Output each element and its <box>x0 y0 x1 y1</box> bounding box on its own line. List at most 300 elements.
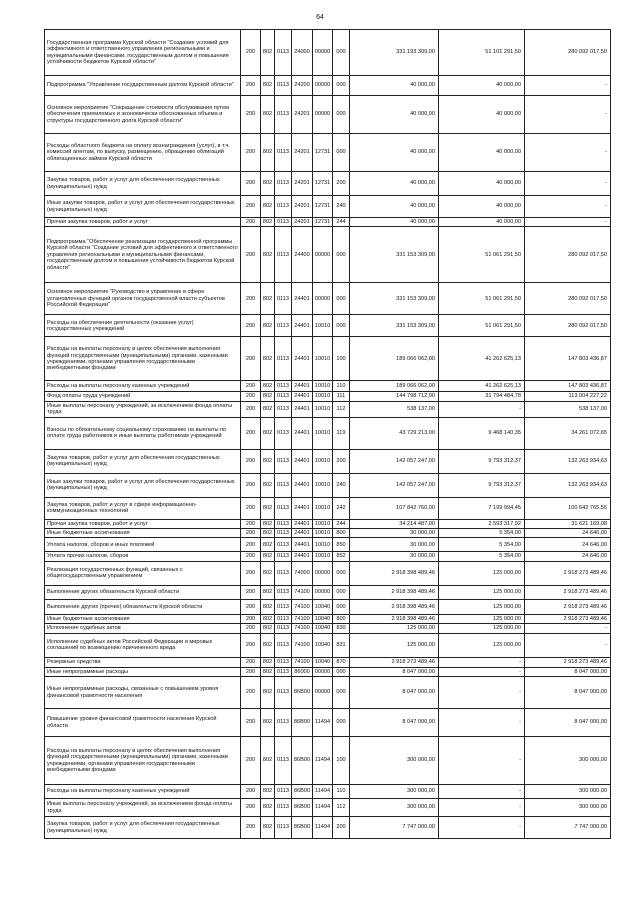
row-grbs-code: 200 <box>241 497 261 519</box>
row-unexecuted-amount: 24 646,00 <box>525 538 611 552</box>
row-expense-type-code: 000 <box>333 134 350 172</box>
row-target-code-part1: 24401 <box>292 519 313 528</box>
row-target-code-part2: 10010 <box>313 315 333 337</box>
row-target-code-part2: 10010 <box>313 449 333 473</box>
table-row <box>45 449 611 473</box>
row-subsection-code: 0113 <box>275 614 292 623</box>
row-executed-amount: 5 354,00 <box>439 552 525 561</box>
row-grbs-code: 200 <box>241 315 261 337</box>
row-approved-amount: 300 000,00 <box>350 737 439 785</box>
row-executed-amount: - <box>439 677 525 709</box>
table-row <box>45 709 611 737</box>
row-unexecuted-amount: - <box>525 196 611 218</box>
row-section-code: 802 <box>261 381 275 392</box>
row-subsection-code: 0113 <box>275 529 292 538</box>
row-subsection-code: 0113 <box>275 519 292 528</box>
row-executed-amount: - <box>439 401 525 417</box>
row-grbs-code: 200 <box>241 30 261 76</box>
row-executed-amount: 40 000,00 <box>439 96 525 134</box>
row-executed-amount: 2 593 317,92 <box>439 519 525 528</box>
row-name-cell: Расходы областного бюджета на оплату вознаграждения (услуг), в т.ч. комиссий агентам, по выпуску, размещению, обращению облигаций облигационных займов Курской области <box>45 134 241 172</box>
row-grbs-code: 200 <box>241 529 261 538</box>
row-approved-amount: 189 066 062,00 <box>350 337 439 381</box>
row-grbs-code: 200 <box>241 196 261 218</box>
row-target-code-part1: 24401 <box>292 449 313 473</box>
row-approved-amount: 2 918 398 489,46 <box>350 599 439 614</box>
row-subsection-code: 0113 <box>275 449 292 473</box>
table-row <box>45 585 611 599</box>
row-executed-amount: 125 000,00 <box>439 561 525 585</box>
table-row <box>45 552 611 561</box>
row-unexecuted-amount: 2 918 273 489,46 <box>525 561 611 585</box>
row-unexecuted-amount: 31 621 169,08 <box>525 519 611 528</box>
row-target-code-part2: 10010 <box>313 401 333 417</box>
row-target-code-part1: 24401 <box>292 381 313 392</box>
row-name-cell: Выполнение других (прочих) обязательств Курской области <box>45 599 241 614</box>
row-target-code-part2: 12731 <box>313 134 333 172</box>
table-row <box>45 817 611 839</box>
row-approved-amount: 331 193 309,00 <box>350 30 439 76</box>
row-target-code-part1: 74100 <box>292 633 313 657</box>
row-expense-type-code: 000 <box>333 585 350 599</box>
row-subsection-code: 0113 <box>275 218 292 227</box>
row-approved-amount: 40 000,00 <box>350 76 439 96</box>
row-section-code: 802 <box>261 785 275 799</box>
row-name-cell: Расходы на обеспечение деятельности (оказание услуг) государственных учреждений <box>45 315 241 337</box>
row-grbs-code: 200 <box>241 96 261 134</box>
row-target-code-part1: 24200 <box>292 76 313 96</box>
row-grbs-code: 200 <box>241 392 261 401</box>
row-target-code-part2: 10010 <box>313 337 333 381</box>
row-name-cell: Повышение уровня финансовой грамотности населения Курской области <box>45 709 241 737</box>
row-executed-amount: 125 000,00 <box>439 585 525 599</box>
row-expense-type-code: 000 <box>333 599 350 614</box>
row-expense-type-code: 000 <box>333 667 350 676</box>
row-executed-amount: 51 101 291,50 <box>439 30 525 76</box>
row-executed-amount: 9 468 140,35 <box>439 417 525 449</box>
row-executed-amount: 9 793 312,37 <box>439 473 525 497</box>
row-expense-type-code: 240 <box>333 473 350 497</box>
row-target-code-part1: 24201 <box>292 172 313 196</box>
row-unexecuted-amount: 280 092 017,50 <box>525 283 611 315</box>
row-name-cell: Прочая закупка товаров, работ и услуг <box>45 218 241 227</box>
row-unexecuted-amount: 113 004 227,22 <box>525 392 611 401</box>
row-name-cell: Расходы на выплаты персоналу казенных учреждений <box>45 381 241 392</box>
row-section-code: 802 <box>261 417 275 449</box>
row-subsection-code: 0113 <box>275 134 292 172</box>
row-grbs-code: 200 <box>241 473 261 497</box>
row-subsection-code: 0113 <box>275 561 292 585</box>
row-target-code-part2: 00000 <box>313 283 333 315</box>
row-grbs-code: 200 <box>241 172 261 196</box>
row-expense-type-code: 200 <box>333 449 350 473</box>
row-approved-amount: 40 000,00 <box>350 134 439 172</box>
row-name-cell: Иные выплаты персоналу учреждений, за исключением фонда оплаты труда <box>45 799 241 817</box>
row-grbs-code: 200 <box>241 585 261 599</box>
row-target-code-part2: 00000 <box>313 96 333 134</box>
row-target-code-part1: 74100 <box>292 657 313 667</box>
row-section-code: 802 <box>261 315 275 337</box>
row-executed-amount: 40 000,00 <box>439 196 525 218</box>
row-subsection-code: 0113 <box>275 337 292 381</box>
row-executed-amount: - <box>439 709 525 737</box>
row-expense-type-code: 800 <box>333 529 350 538</box>
row-unexecuted-amount: 8 047 000,00 <box>525 709 611 737</box>
row-approved-amount: 40 000,00 <box>350 96 439 134</box>
row-target-code-part1: 24401 <box>292 473 313 497</box>
table-row <box>45 785 611 799</box>
row-target-code-part2: 00000 <box>313 30 333 76</box>
row-expense-type-code: 800 <box>333 614 350 623</box>
row-approved-amount: 7 747 000,00 <box>350 817 439 839</box>
row-unexecuted-amount: 2 918 273 489,46 <box>525 585 611 599</box>
row-target-code-part1: 74100 <box>292 599 313 614</box>
row-executed-amount: - <box>439 657 525 667</box>
row-approved-amount: 538 137,00 <box>350 401 439 417</box>
row-subsection-code: 0113 <box>275 677 292 709</box>
row-expense-type-code: 242 <box>333 497 350 519</box>
table-row <box>45 497 611 519</box>
row-grbs-code: 200 <box>241 799 261 817</box>
row-section-code: 802 <box>261 497 275 519</box>
row-section-code: 802 <box>261 667 275 676</box>
row-name-cell: Закупка товаров, работ и услуг для обеспечения государственных (муниципальных) нужд <box>45 172 241 196</box>
row-target-code-part2: 00000 <box>313 561 333 585</box>
row-expense-type-code: 000 <box>333 283 350 315</box>
row-section-code: 802 <box>261 218 275 227</box>
row-unexecuted-amount: 2 918 273 489,46 <box>525 614 611 623</box>
table-row <box>45 677 611 709</box>
row-target-code-part2: 12731 <box>313 172 333 196</box>
row-subsection-code: 0113 <box>275 599 292 614</box>
row-section-code: 802 <box>261 227 275 283</box>
row-name-cell: Уплата налогов, сборов и иных платежей <box>45 538 241 552</box>
row-section-code: 802 <box>261 633 275 657</box>
table-row <box>45 737 611 785</box>
row-executed-amount: - <box>439 667 525 676</box>
row-subsection-code: 0113 <box>275 417 292 449</box>
row-grbs-code: 200 <box>241 337 261 381</box>
row-name-cell: Расходы на выплаты персоналу в целях обеспечения выполнения функций государственными (муниципальными) органами, казенными учреждениями, органами управления государственными внебюджетными фондами <box>45 737 241 785</box>
row-name-cell: Иные закупки товаров, работ и услуг для обеспечения государственных (муниципальных) нужд <box>45 196 241 218</box>
row-expense-type-code: 831 <box>333 633 350 657</box>
row-grbs-code: 200 <box>241 552 261 561</box>
row-unexecuted-amount: - <box>525 624 611 633</box>
row-target-code-part2: 11494 <box>313 799 333 817</box>
row-unexecuted-amount: 100 642 765,55 <box>525 497 611 519</box>
table-row <box>45 381 611 392</box>
row-expense-type-code: 850 <box>333 538 350 552</box>
row-subsection-code: 0113 <box>275 624 292 633</box>
row-grbs-code: 200 <box>241 677 261 709</box>
row-expense-type-code: 110 <box>333 381 350 392</box>
row-target-code-part1: 24401 <box>292 401 313 417</box>
row-target-code-part1: 86B00 <box>292 785 313 799</box>
row-approved-amount: 331 153 309,00 <box>350 227 439 283</box>
row-unexecuted-amount: 300 000,00 <box>525 737 611 785</box>
row-section-code: 802 <box>261 561 275 585</box>
row-grbs-code: 200 <box>241 519 261 528</box>
row-approved-amount: 2 918 273 489,46 <box>350 657 439 667</box>
row-approved-amount: 125 000,00 <box>350 633 439 657</box>
row-subsection-code: 0113 <box>275 473 292 497</box>
row-subsection-code: 0113 <box>275 381 292 392</box>
row-name-cell: Государственная программа Курской области "Создание условий для эффективного и ответственного управления региональными и муниципальными финансами, государственным долгом и повышения устойчивости бюджетов Курской области" <box>45 30 241 76</box>
row-target-code-part2: 00000 <box>313 667 333 676</box>
row-grbs-code: 200 <box>241 401 261 417</box>
row-grbs-code: 200 <box>241 76 261 96</box>
row-name-cell: Расходы на выплаты персоналу в целях обеспечения выполнения функций государственными (муниципальными) органами, казенными учреждениями, органами управления государственными внебюджетными фондами <box>45 337 241 381</box>
table-row <box>45 392 611 401</box>
row-target-code-part1: 74100 <box>292 585 313 599</box>
row-approved-amount: 189 066 062,00 <box>350 381 439 392</box>
row-target-code-part1: 24401 <box>292 337 313 381</box>
table-row <box>45 561 611 585</box>
row-target-code-part1: 24401 <box>292 315 313 337</box>
row-unexecuted-amount: 8 047 000,00 <box>525 677 611 709</box>
row-approved-amount: 43 729 213,00 <box>350 417 439 449</box>
row-subsection-code: 0113 <box>275 799 292 817</box>
row-target-code-part1: 86B00 <box>292 677 313 709</box>
row-name-cell: Подпрограмма "Обеспечение реализации государственной программы Курской области "Создание условий для эффективного и ответственного управления региональными и муниципальными финансами, государственным долгом и повышения устойчивости бюджетов Курской области" <box>45 227 241 283</box>
row-name-cell: Фонд оплаты труда учреждений <box>45 392 241 401</box>
row-grbs-code: 200 <box>241 633 261 657</box>
row-executed-amount: 125 000,00 <box>439 614 525 623</box>
row-expense-type-code: 000 <box>333 30 350 76</box>
row-approved-amount: 8 047 000,00 <box>350 667 439 676</box>
row-section-code: 802 <box>261 737 275 785</box>
row-expense-type-code: 112 <box>333 799 350 817</box>
row-name-cell: Прочая закупка товаров, работ и услуг <box>45 519 241 528</box>
table-row <box>45 519 611 528</box>
row-target-code-part2: 00000 <box>313 76 333 96</box>
row-unexecuted-amount: 147 803 436,87 <box>525 337 611 381</box>
row-executed-amount: 40 000,00 <box>439 172 525 196</box>
row-expense-type-code: 000 <box>333 561 350 585</box>
row-target-code-part2: 11494 <box>313 709 333 737</box>
row-section-code: 802 <box>261 599 275 614</box>
budget-table <box>44 29 611 839</box>
row-target-code-part1: 24401 <box>292 392 313 401</box>
row-section-code: 802 <box>261 552 275 561</box>
row-subsection-code: 0113 <box>275 633 292 657</box>
row-grbs-code: 200 <box>241 785 261 799</box>
row-approved-amount: 300 000,00 <box>350 799 439 817</box>
table-row <box>45 538 611 552</box>
row-unexecuted-amount: 2 918 273 489,46 <box>525 599 611 614</box>
row-target-code-part2: 00000 <box>313 227 333 283</box>
row-subsection-code: 0113 <box>275 196 292 218</box>
row-subsection-code: 0113 <box>275 172 292 196</box>
row-grbs-code: 200 <box>241 417 261 449</box>
row-target-code-part2: 10010 <box>313 529 333 538</box>
row-grbs-code: 200 <box>241 218 261 227</box>
row-section-code: 802 <box>261 76 275 96</box>
row-target-code-part1: 24201 <box>292 218 313 227</box>
row-unexecuted-amount: - <box>525 633 611 657</box>
row-executed-amount: 5 354,00 <box>439 538 525 552</box>
row-subsection-code: 0113 <box>275 785 292 799</box>
row-unexecuted-amount: 300 000,00 <box>525 785 611 799</box>
row-approved-amount: 2 918 398 489,46 <box>350 561 439 585</box>
row-section-code: 802 <box>261 134 275 172</box>
row-grbs-code: 200 <box>241 709 261 737</box>
row-name-cell: Исполнение судебных актов <box>45 624 241 633</box>
row-unexecuted-amount: 132 263 934,63 <box>525 473 611 497</box>
row-subsection-code: 0113 <box>275 667 292 676</box>
row-approved-amount: 30 000,00 <box>350 538 439 552</box>
row-target-code-part2: 10010 <box>313 538 333 552</box>
row-approved-amount: 2 918 398 489,46 <box>350 614 439 623</box>
row-subsection-code: 0113 <box>275 76 292 96</box>
row-executed-amount: 9 793 312,37 <box>439 449 525 473</box>
table-row <box>45 473 611 497</box>
table-row <box>45 227 611 283</box>
table-body <box>45 30 611 839</box>
row-subsection-code: 0113 <box>275 657 292 667</box>
row-executed-amount: - <box>439 737 525 785</box>
row-subsection-code: 0113 <box>275 227 292 283</box>
table-row <box>45 337 611 381</box>
row-approved-amount: 8 047 000,00 <box>350 709 439 737</box>
row-executed-amount: 51 061 291,50 <box>439 283 525 315</box>
row-unexecuted-amount: 147 803 436,87 <box>525 381 611 392</box>
row-target-code-part1: 24401 <box>292 417 313 449</box>
row-target-code-part1: 86000 <box>292 667 313 676</box>
row-subsection-code: 0113 <box>275 315 292 337</box>
row-unexecuted-amount: - <box>525 218 611 227</box>
row-unexecuted-amount: 280 092 017,50 <box>525 30 611 76</box>
table-row <box>45 633 611 657</box>
row-expense-type-code: 000 <box>333 709 350 737</box>
row-subsection-code: 0113 <box>275 283 292 315</box>
table-row <box>45 614 611 623</box>
table-row <box>45 401 611 417</box>
row-name-cell: Подпрограмма "Управление государственным долгом Курской области" <box>45 76 241 96</box>
table-row <box>45 218 611 227</box>
row-expense-type-code: 119 <box>333 417 350 449</box>
row-target-code-part1: 24401 <box>292 529 313 538</box>
row-grbs-code: 200 <box>241 381 261 392</box>
row-grbs-code: 200 <box>241 134 261 172</box>
row-executed-amount: - <box>439 817 525 839</box>
row-expense-type-code: 000 <box>333 315 350 337</box>
row-grbs-code: 200 <box>241 538 261 552</box>
row-name-cell: Закупка товаров, работ и услуг в сфере информационно-коммуникационных технологий <box>45 497 241 519</box>
row-name-cell: Уплата прочих налогов, сборов <box>45 552 241 561</box>
table-row <box>45 76 611 96</box>
row-approved-amount: 2 918 398 489,46 <box>350 585 439 599</box>
row-name-cell: Иные бюджетные ассигнования <box>45 614 241 623</box>
row-expense-type-code: 000 <box>333 677 350 709</box>
row-grbs-code: 200 <box>241 614 261 623</box>
row-name-cell: Иные выплаты персоналу учреждений, за исключением фонда оплаты труда <box>45 401 241 417</box>
row-name-cell: Иные непрограммные расходы <box>45 667 241 676</box>
table-row <box>45 134 611 172</box>
row-approved-amount: 8 047 000,00 <box>350 677 439 709</box>
row-target-code-part1: 74100 <box>292 614 313 623</box>
row-approved-amount: 40 000,00 <box>350 196 439 218</box>
row-expense-type-code: 830 <box>333 624 350 633</box>
row-grbs-code: 200 <box>241 817 261 839</box>
row-target-code-part2: 12731 <box>313 218 333 227</box>
table-row <box>45 283 611 315</box>
row-executed-amount: 40 000,00 <box>439 76 525 96</box>
row-expense-type-code: 870 <box>333 657 350 667</box>
row-unexecuted-amount: 24 646,00 <box>525 552 611 561</box>
row-expense-type-code: 112 <box>333 401 350 417</box>
row-approved-amount: 142 057 247,00 <box>350 473 439 497</box>
row-executed-amount: 125 000,00 <box>439 633 525 657</box>
row-section-code: 802 <box>261 337 275 381</box>
row-grbs-code: 200 <box>241 283 261 315</box>
row-unexecuted-amount: 280 092 017,50 <box>525 315 611 337</box>
row-unexecuted-amount: 132 263 934,63 <box>525 449 611 473</box>
row-section-code: 802 <box>261 614 275 623</box>
row-target-code-part2: 11494 <box>313 785 333 799</box>
row-name-cell: Иные бюджетные ассигнования <box>45 529 241 538</box>
row-target-code-part1: 24401 <box>292 497 313 519</box>
row-section-code: 802 <box>261 677 275 709</box>
row-approved-amount: 144 798 712,00 <box>350 392 439 401</box>
row-section-code: 802 <box>261 624 275 633</box>
row-target-code-part2: 10010 <box>313 392 333 401</box>
row-target-code-part1: 86B00 <box>292 709 313 737</box>
row-name-cell: Иные непрограммные расходы, связанные с повышением уровня финансовой грамотности населения <box>45 677 241 709</box>
row-target-code-part2: 10010 <box>313 519 333 528</box>
row-executed-amount: 51 061 291,50 <box>439 227 525 283</box>
row-expense-type-code: 244 <box>333 519 350 528</box>
row-section-code: 802 <box>261 519 275 528</box>
row-section-code: 802 <box>261 529 275 538</box>
row-target-code-part2: 10040 <box>313 599 333 614</box>
row-approved-amount: 142 057 247,00 <box>350 449 439 473</box>
row-target-code-part2: 11494 <box>313 817 333 839</box>
row-subsection-code: 0113 <box>275 96 292 134</box>
row-name-cell: Взносы по обязательному социальному страхованию на выплаты по оплате труда работников и иные выплаты работникам учреждений <box>45 417 241 449</box>
row-section-code: 802 <box>261 473 275 497</box>
row-unexecuted-amount: 24 646,00 <box>525 529 611 538</box>
row-approved-amount: 40 000,00 <box>350 172 439 196</box>
row-expense-type-code: 100 <box>333 737 350 785</box>
row-unexecuted-amount: 280 092 017,50 <box>525 227 611 283</box>
row-unexecuted-amount: 538 137,00 <box>525 401 611 417</box>
row-section-code: 802 <box>261 96 275 134</box>
page-number: 64 <box>316 14 324 21</box>
row-target-code-part1: 24401 <box>292 552 313 561</box>
row-name-cell: Иные закупки товаров, работ и услуг для обеспечения государственных (муниципальных) нужд <box>45 473 241 497</box>
row-grbs-code: 200 <box>241 227 261 283</box>
row-target-code-part2: 10040 <box>313 633 333 657</box>
row-subsection-code: 0113 <box>275 817 292 839</box>
row-executed-amount: 31 794 484,78 <box>439 392 525 401</box>
row-approved-amount: 40 000,00 <box>350 218 439 227</box>
row-subsection-code: 0113 <box>275 737 292 785</box>
row-name-cell: Расходы на выплаты персоналу казенных учреждений <box>45 785 241 799</box>
row-target-code-part1: 24201 <box>292 196 313 218</box>
row-target-code-part1: 24201 <box>292 134 313 172</box>
row-target-code-part2: 10040 <box>313 657 333 667</box>
row-grbs-code: 200 <box>241 599 261 614</box>
row-executed-amount: - <box>439 785 525 799</box>
row-expense-type-code: 000 <box>333 76 350 96</box>
row-grbs-code: 200 <box>241 657 261 667</box>
row-target-code-part1: 24401 <box>292 283 313 315</box>
row-executed-amount: 5 354,00 <box>439 529 525 538</box>
row-subsection-code: 0113 <box>275 401 292 417</box>
row-subsection-code: 0113 <box>275 538 292 552</box>
row-section-code: 802 <box>261 538 275 552</box>
